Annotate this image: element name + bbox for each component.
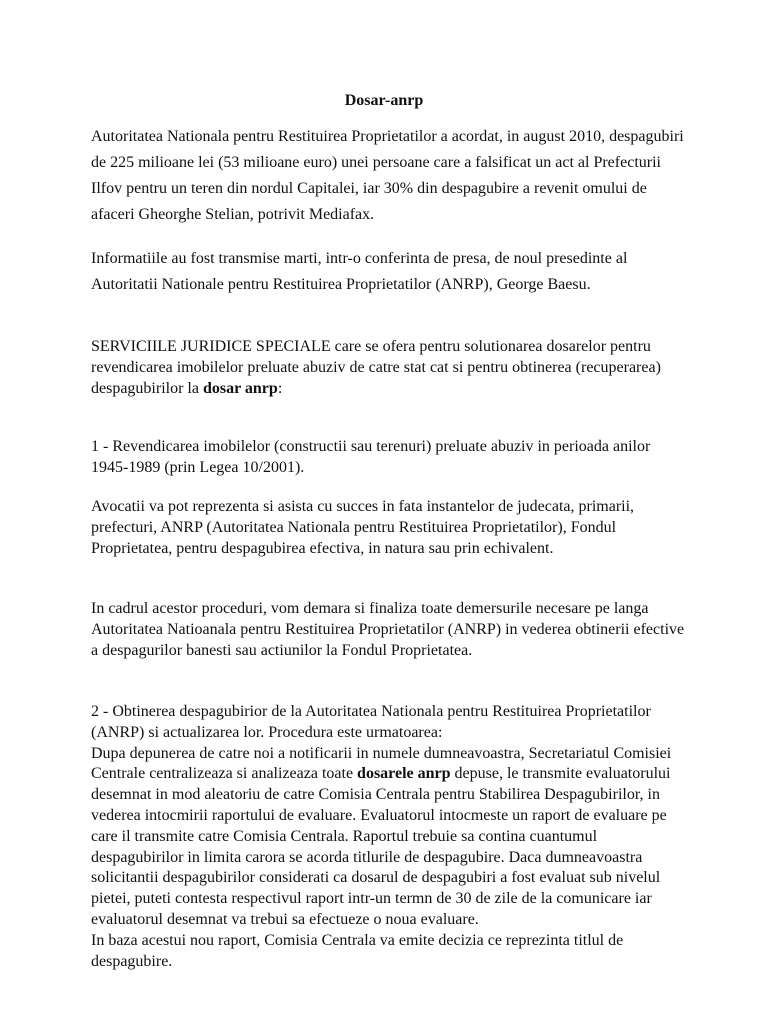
paragraph-conference: Informatiile au fost transmise marti, intr-o conferinta de presa, de noul presedinte al Autoritatii Nationale pentru Restituirea Proprietatilor (ANRP), George Baesu.: [91, 250, 628, 293]
paragraph-services: [91, 336, 691, 399]
paragraph-procedures: In cadrul acestor proceduri, vom demara si finaliza toate demersurile necesare pe langa Autoritatea Natioanala pentru Restituirea Proprietatilor (ANRP) in vederea obtinerii efective a despagurilor banesti sau actiunilor la Fondul Proprietatea.: [91, 600, 685, 659]
point-2-text: Dupa depunerea de catre noi a notificarii in numele dumneavoastra, Secretariatul Comisiei Centrale centralizeaza si analizeaza toate: [91, 744, 672, 783]
point-2-heading: 2 - Obtinerea despagubirior de la Autoritatea Nationala pentru Restituirea Proprietatilor (ANRP) si actualizarea lor. Procedura este urmatoarea:: [91, 703, 651, 741]
services-keyword: dosar anrp: [202, 380, 278, 397]
document-title: Dosar-anrp: [344, 92, 424, 109]
paragraph-point-1: 1 - Revendicarea imobilelor (constructii sau terenuri) preluate abuziv in perioada anilor 1945-1989 (prin Legea 10/2001).: [91, 438, 651, 476]
point-2-text-cont: depuse, le transmite evaluatorului desemnat in mod aleatoriu de catre Comisia Centrala pentru Stabilirea Despagubirilor, in vederea intocmirii raportului de evaluare. Evaluatorul intocmeste un raport de evaluare pe care il transmite catre Comisia Centrala. Raportul trebuie sa contina cuantumul despagubirilor in limita carora se acorda titlurile de despagubire. Daca dumneavoastra solicitantii despagubirilor considerati ca dosarul de despagubiri a fost evaluat sub nivelul pietei, puteti contesta respectivul raport intr-un termn de 30 de zile de la comunicare iar evaluatorul desemnat va trebui sa efectueze o noua evaluare.: [91, 765, 671, 928]
services-colon: :: [277, 380, 283, 397]
paragraph-intro: Autoritatea Nationala pentru Restituirea Proprietatilor a acordat, in august 2010, despagubiri de 225 milioane lei (53 milioane euro) unei persoane care a falsificat un act al Prefecturii Ilfov pentru un teren din nordul Capitalei, iar 30% din despagubire a revenit omului de afaceri Gheorghe Stelian, potrivit Mediafax.: [91, 128, 684, 223]
point-2-body: [91, 744, 691, 931]
paragraph-lawyers: Avocatii va pot reprezenta si asista cu succes in fata instantelor de judecata, primarii, prefecturi, ANRP (Autoritatea Nationala pentru Restituirea Proprietatilor), Fondul Proprietatea, pentru despagubirea efectiva, in natura sau prin echivalent.: [91, 498, 635, 557]
services-text: SERVICIILE JURIDICE SPECIALE care se ofera pentru solutionarea dosarelor pentru revendicarea imobilelor preluate abuziv de catre stat cat si pentru obtinerea (recuperarea) despagubirilor la: [91, 338, 661, 397]
point-2-keyword: dosarele anrp: [357, 765, 451, 783]
point-2-conclusion: In baza acestui nou raport, Comisia Centrala va emite decizia ce reprezinta titlul de despagubire.: [91, 931, 624, 970]
paragraph-point-2: [91, 702, 691, 972]
